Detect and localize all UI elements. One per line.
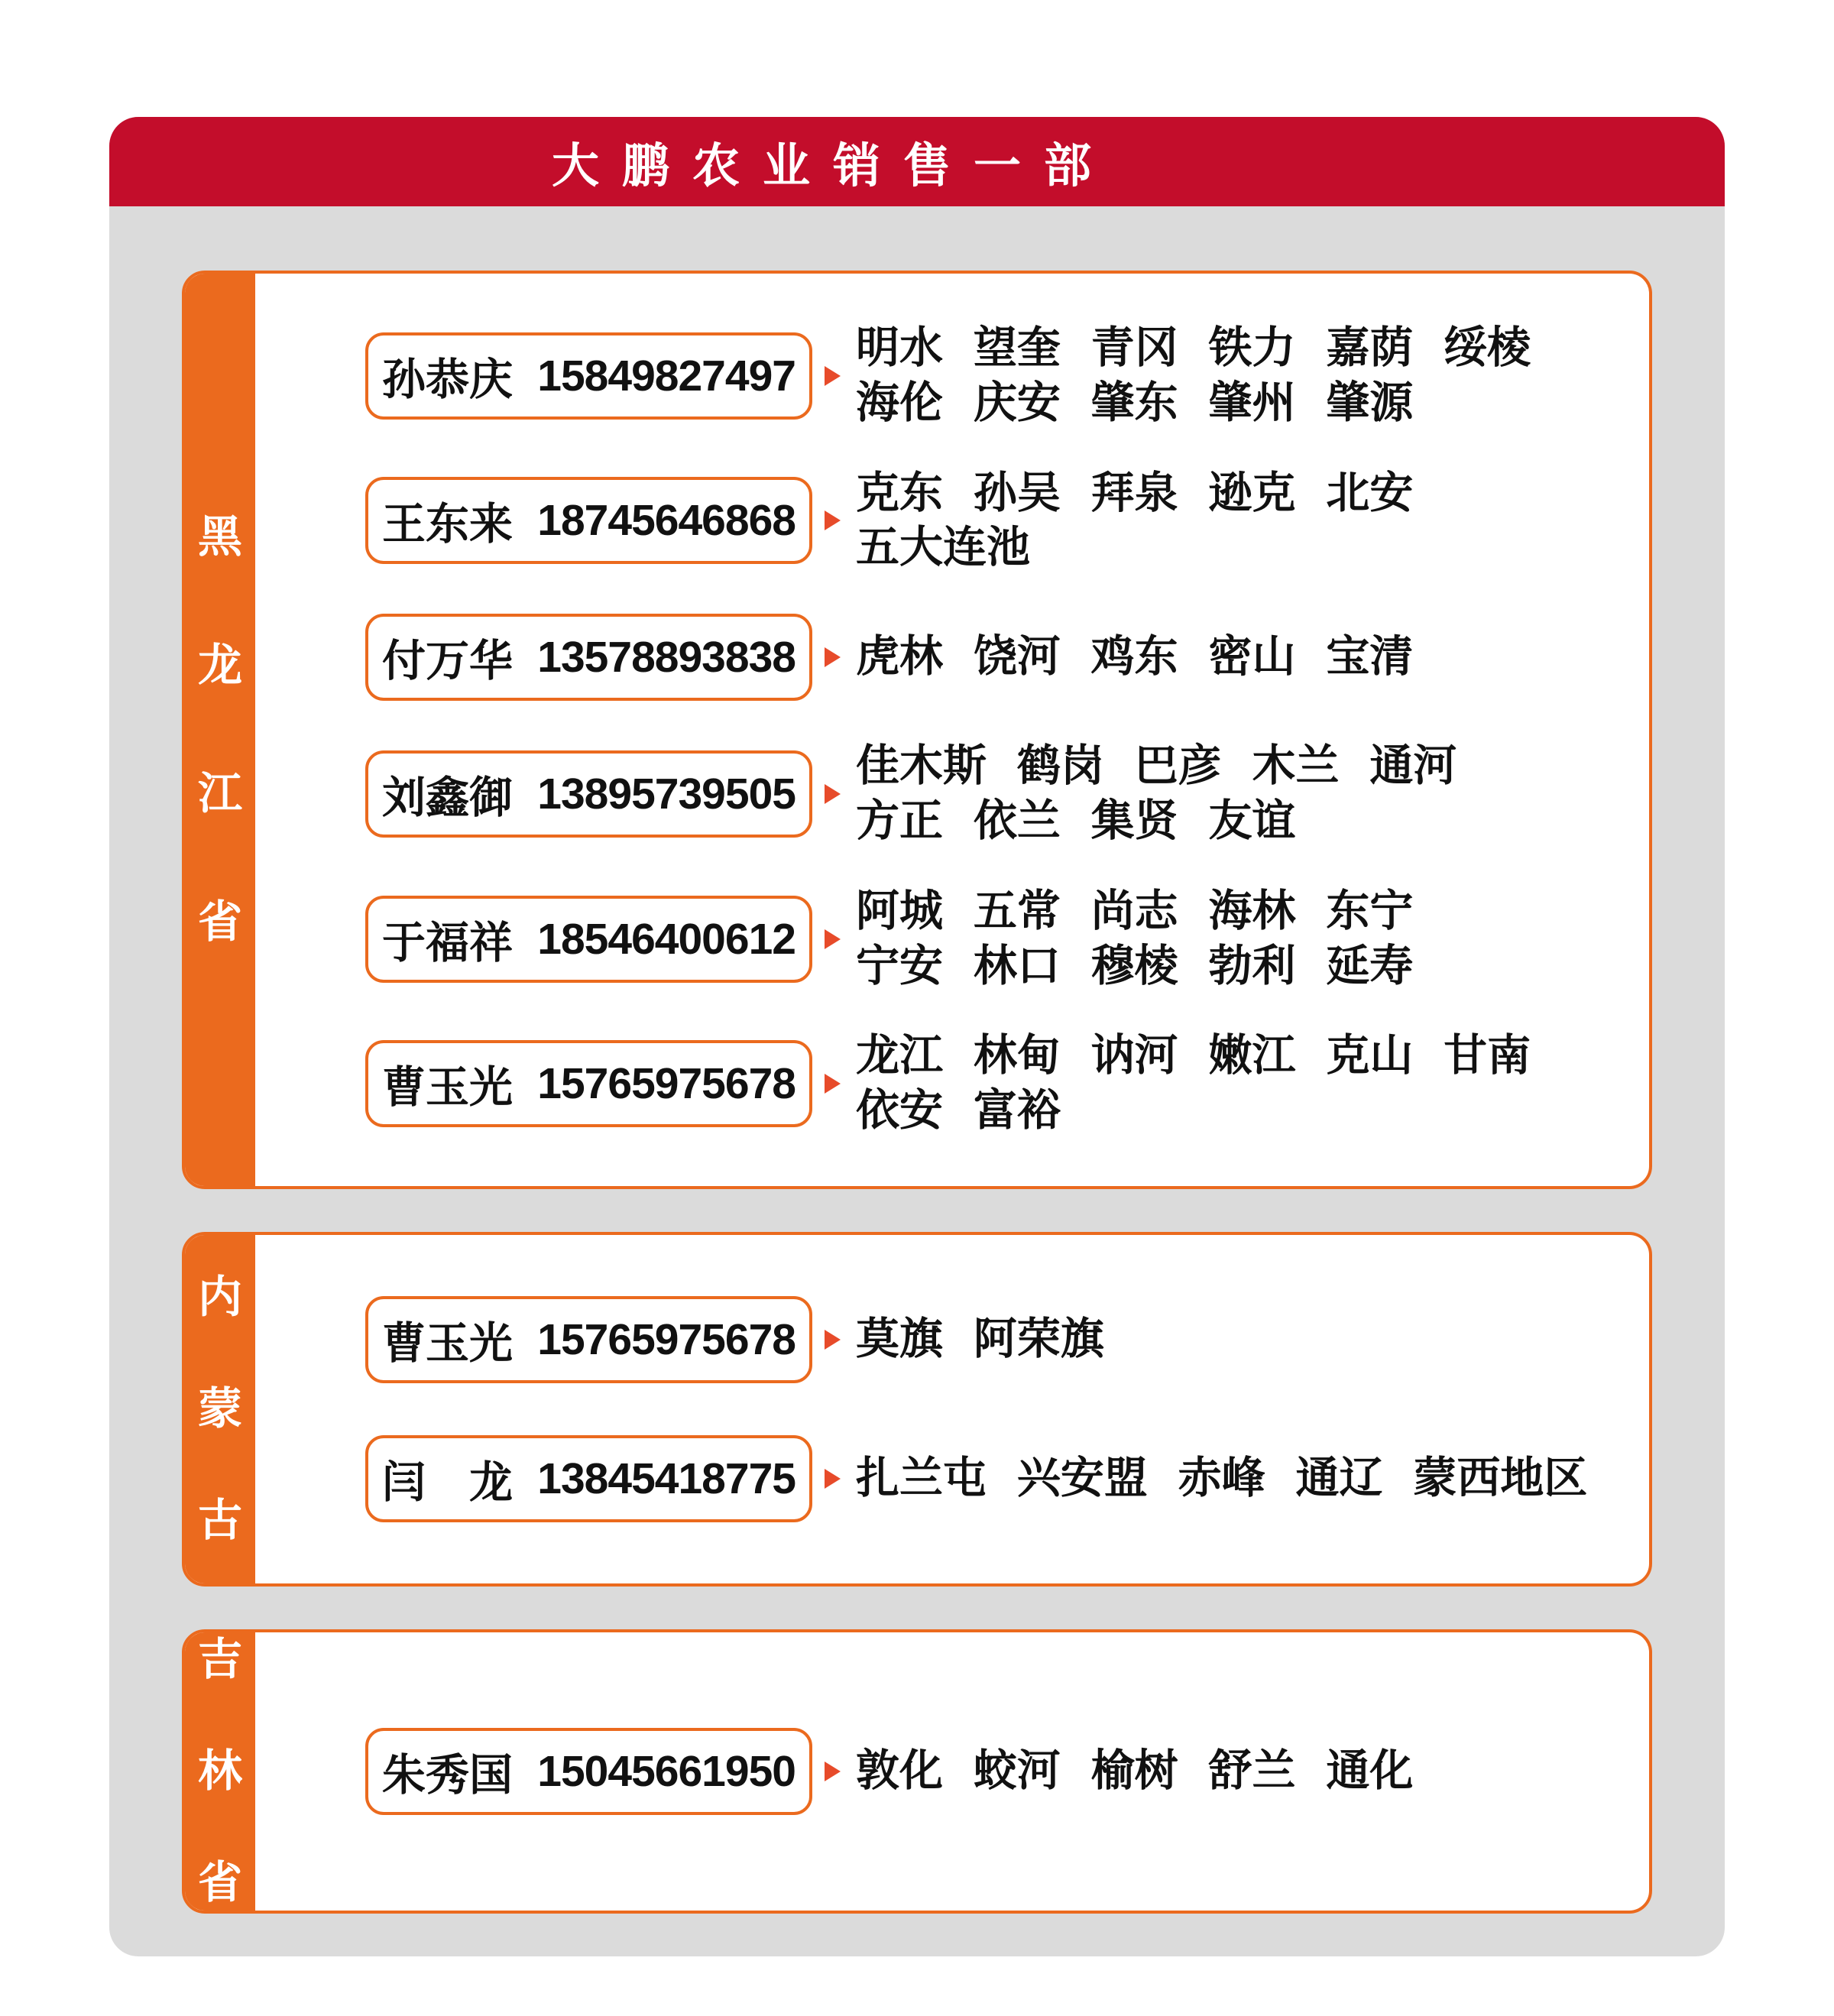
region-list bbox=[856, 633, 1413, 682]
rows-container bbox=[255, 1632, 1649, 1911]
contact-box bbox=[365, 1296, 812, 1383]
region-list bbox=[856, 1315, 1104, 1364]
contact-phone: 15849827497 bbox=[537, 351, 795, 400]
region-line: 龙江 林甸 讷河 嫩江 克山 甘南 bbox=[856, 1031, 1531, 1081]
contact-box bbox=[365, 332, 812, 420]
province-char: 古 bbox=[197, 1496, 242, 1545]
contact-box bbox=[365, 1040, 812, 1127]
province-char: 内 bbox=[197, 1272, 242, 1322]
contact-name: 于福祥 bbox=[382, 918, 513, 967]
directory-card bbox=[109, 117, 1725, 1956]
contact-name: 曹玉光 bbox=[382, 1319, 513, 1368]
region-line: 敦化 蛟河 榆树 舒兰 通化 bbox=[856, 1746, 1414, 1796]
contact-name: 朱秀国 bbox=[382, 1751, 513, 1800]
contact-phone: 18546400612 bbox=[537, 914, 795, 964]
contact-row bbox=[365, 742, 1626, 846]
province-label-bar bbox=[185, 274, 255, 1186]
province-char: 省 bbox=[197, 897, 242, 947]
region-line: 依安 富裕 bbox=[856, 1086, 1061, 1136]
region-line: 海伦 庆安 肇东 肇州 肇源 bbox=[856, 378, 1414, 427]
arrow-right-icon bbox=[825, 784, 841, 804]
province-char: 吉 bbox=[197, 1635, 242, 1684]
region-line: 明水 望奎 青冈 铁力 嘉荫 绥棱 bbox=[856, 322, 1531, 372]
region-line: 宁安 林口 穆棱 勃利 延寿 bbox=[856, 941, 1414, 990]
contact-row bbox=[365, 1296, 1626, 1383]
contact-box bbox=[365, 1728, 812, 1815]
section-panel-内蒙古 bbox=[182, 1232, 1652, 1587]
arrow-right-icon bbox=[825, 1330, 841, 1350]
province-label-bar bbox=[185, 1632, 255, 1911]
province-char: 江 bbox=[197, 769, 242, 818]
section-panel-吉林省 bbox=[182, 1629, 1652, 1914]
region-line: 阿城 五常 尚志 海林 东宁 bbox=[856, 886, 1414, 935]
region-line: 虎林 饶河 鸡东 密山 宝清 bbox=[856, 632, 1414, 682]
contact-phone: 15765975678 bbox=[537, 1059, 795, 1109]
page-title: 大鹏农业销售一部 bbox=[551, 140, 1114, 193]
region-line: 莫旗 阿荣旗 bbox=[856, 1314, 1104, 1364]
contact-name: 曹玉光 bbox=[382, 1063, 513, 1113]
arrow-right-icon bbox=[825, 366, 841, 386]
contact-name: 闫 龙 bbox=[382, 1458, 513, 1507]
province-char: 蒙 bbox=[197, 1384, 242, 1434]
region-line: 方正 依兰 集贤 友谊 bbox=[856, 796, 1296, 845]
rows-container bbox=[255, 1235, 1649, 1583]
rows-container bbox=[255, 274, 1649, 1186]
contact-box bbox=[365, 750, 812, 838]
region-list bbox=[856, 887, 1413, 991]
contact-box bbox=[365, 1435, 812, 1522]
province-char: 龙 bbox=[197, 640, 242, 690]
region-line: 五大连池 bbox=[856, 523, 1030, 572]
contact-row bbox=[365, 1032, 1626, 1136]
arrow-right-icon bbox=[825, 510, 841, 530]
province-char: 黑 bbox=[197, 512, 242, 562]
contact-row bbox=[365, 324, 1626, 428]
contact-row bbox=[365, 887, 1626, 991]
contact-row bbox=[365, 1435, 1626, 1522]
region-list bbox=[856, 324, 1531, 428]
arrow-right-icon bbox=[825, 929, 841, 949]
contact-row bbox=[365, 614, 1626, 701]
sections bbox=[182, 271, 1652, 1914]
region-line: 扎兰屯 兴安盟 赤峰 通辽 蒙西地区 bbox=[856, 1454, 1588, 1503]
contact-phone: 13845418775 bbox=[537, 1454, 795, 1503]
contact-phone: 13578893838 bbox=[537, 633, 795, 682]
contact-box bbox=[365, 614, 812, 701]
contact-phone: 13895739505 bbox=[537, 769, 795, 818]
contact-phone: 15765975678 bbox=[537, 1315, 795, 1364]
region-list bbox=[856, 742, 1457, 846]
contact-box bbox=[365, 477, 812, 564]
arrow-right-icon bbox=[825, 1469, 841, 1489]
contact-name: 王东来 bbox=[382, 500, 513, 549]
arrow-right-icon bbox=[825, 1762, 841, 1781]
region-list bbox=[856, 1032, 1531, 1136]
region-list bbox=[856, 469, 1413, 573]
contact-name: 孙恭庆 bbox=[382, 355, 513, 404]
region-list bbox=[856, 1454, 1587, 1503]
contact-name: 付万华 bbox=[382, 637, 513, 686]
header-bar bbox=[109, 117, 1725, 206]
region-list bbox=[856, 1747, 1413, 1796]
contact-row bbox=[365, 469, 1626, 573]
region-line: 佳木斯 鹤岗 巴彦 木兰 通河 bbox=[856, 741, 1457, 791]
province-char: 林 bbox=[197, 1746, 242, 1796]
contact-name: 刘鑫御 bbox=[382, 773, 513, 822]
province-char: 省 bbox=[197, 1858, 242, 1907]
section-panel-黑龙江省 bbox=[182, 271, 1652, 1189]
arrow-right-icon bbox=[825, 1074, 841, 1094]
arrow-right-icon bbox=[825, 647, 841, 667]
province-label-bar bbox=[185, 1235, 255, 1583]
contact-phone: 18745646868 bbox=[537, 496, 795, 546]
region-line: 克东 孙吴 拜泉 逊克 北安 bbox=[856, 468, 1414, 517]
contact-box bbox=[365, 896, 812, 983]
contact-phone: 15045661950 bbox=[537, 1747, 795, 1796]
contact-row bbox=[365, 1728, 1626, 1815]
